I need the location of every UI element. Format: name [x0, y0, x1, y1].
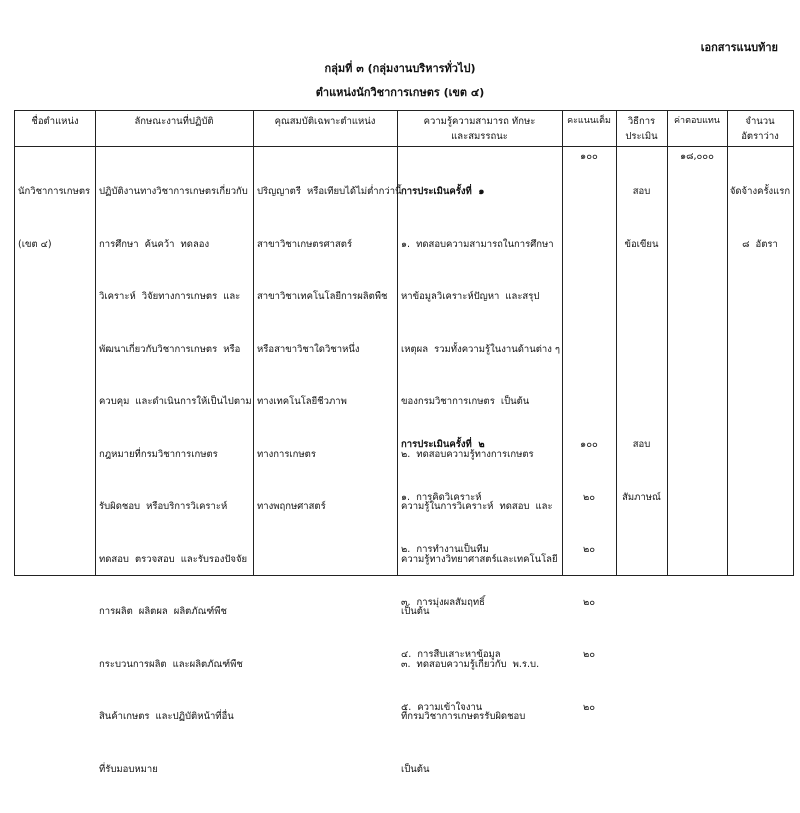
- header-method: [616, 114, 667, 144]
- group-title: กลุ่มที่ ๓ (กลุ่มงานบริหารทั่วไป): [324, 62, 476, 75]
- round2-item: ๓. การมุ่งผลสัมฤทธิ์: [401, 596, 485, 608]
- qualification-line: ทางเทคโนโลยีชีวภาพ: [257, 396, 347, 407]
- header-method-line2: ประเมิน: [625, 131, 658, 142]
- round2-item-score: ๒๐: [582, 491, 596, 503]
- header-divider: [15, 146, 793, 147]
- duties-line: การศึกษา ค้นคว้า ทดลอง: [99, 238, 210, 250]
- duties-line: ปฏิบัติงานทางวิชาการเกษตรเกี่ยวกับ: [99, 186, 248, 197]
- round1-line: ของกรมวิชาการเกษตร เป็นต้น: [401, 396, 530, 407]
- qualification-line: ทางพฤกษศาสตร์: [257, 501, 326, 512]
- document-title: [0, 62, 800, 100]
- round2-cell: [401, 401, 501, 751]
- round2-item: ๑. การคิดวิเคราะห์: [401, 491, 482, 503]
- header-position-label: ชื่อตำแหน่ง: [31, 116, 79, 127]
- duties-line: กระบวนการผลิต และผลิตภัณฑ์พืช: [99, 658, 243, 670]
- header-full-score-label: คะแนนเต็ม: [567, 116, 611, 126]
- round1-line: ๒. ทดสอบความรู้ทางการเกษตร: [401, 448, 534, 460]
- round1-count: [727, 148, 793, 288]
- duties-line: กฎหมายที่กรมวิชาการเกษตร: [99, 448, 218, 460]
- qualification-line: สาขาวิชาเทคโนโลยีการผลิตพืช: [257, 291, 388, 302]
- round2-score: ๑๐๐: [580, 439, 598, 450]
- round1-count-line2: ๘ อัตรา: [742, 238, 778, 250]
- qualification-line: ปริญญาตรี หรือเทียบได้ไม่ต่ำกว่านี้: [257, 186, 402, 197]
- column-divider: [667, 111, 668, 575]
- qualification-line: ทางการเกษตร: [257, 448, 316, 460]
- duties-cell: [99, 148, 252, 813]
- header-full-score: [562, 114, 616, 129]
- duties-line: วิเคราะห์ วิจัยทางการเกษตร และ: [99, 291, 241, 302]
- duties-line: รับผิดชอบ หรือบริการวิเคราะห์: [99, 501, 228, 512]
- round1-line: ๓. ทดสอบความรู้เกี่ยวกับ พ.ร.บ.: [401, 658, 540, 670]
- round1-line: ความรู้ทางวิทยาศาสตร์และเทคโนโลยี: [401, 553, 558, 565]
- round2-method-line1: สอบ: [632, 439, 651, 450]
- position-zone: (เขต ๔): [18, 238, 52, 250]
- duties-line: พัฒนาเกี่ยวกับวิชาการเกษตร หรือ: [99, 343, 241, 355]
- position-name: นักวิชาการเกษตร: [18, 186, 91, 197]
- column-divider: [95, 111, 96, 575]
- header-qualification-label: คุณสมบัติเฉพาะตำแหน่ง: [274, 116, 376, 127]
- header-knowledge: [397, 114, 562, 144]
- annex-label: เอกสารแนบท้าย: [700, 41, 778, 54]
- round1-line: เป็นต้น: [401, 763, 430, 775]
- round2-item-score: ๒๐: [582, 596, 596, 608]
- duties-line: ควบคุม และดำเนินการให้เป็นไปตาม: [99, 396, 252, 407]
- round1-method-line1: สอบ: [632, 186, 651, 197]
- round1-method-line2: ข้อเขียน: [624, 238, 659, 250]
- position-table: [14, 110, 794, 775]
- position-title: ตำแหน่งนักวิชาการเกษตร (เขต ๔): [315, 86, 485, 99]
- header-count-line1: จำนวน: [745, 116, 775, 127]
- round1-line: เหตุผล รวมทั้งความรู้ในงานด้านต่าง ๆ: [401, 343, 560, 355]
- column-divider: [253, 111, 254, 575]
- round2-item: ๒. การทำงานเป็นทีม: [401, 544, 489, 555]
- round2-score-column: [562, 401, 616, 751]
- round1-line: ที่กรมวิชาการเกษตรรับผิดชอบ: [401, 711, 526, 722]
- qualification-line: หรือสาขาวิชาใดวิชาหนึ่ง: [257, 343, 360, 355]
- header-salary-label: ค่าตอบแทน: [674, 116, 720, 126]
- round1-title: การประเมินครั้งที่ ๑: [401, 186, 485, 197]
- position-name-cell: [18, 148, 90, 288]
- duties-line: ทดสอบ ตรวจสอบ และรับรองปัจจัย: [99, 553, 248, 565]
- round1-score: ๑๐๐: [580, 151, 598, 162]
- qualification-line: สาขาวิชาเกษตรศาสตร์: [257, 238, 353, 250]
- round2-method-line2: สัมภาษณ์: [622, 491, 661, 503]
- round1-line: ๑. ทดสอบความสามารถในการศึกษา: [401, 238, 554, 250]
- round2-item-score: ๒๐: [582, 649, 596, 660]
- round2-item: ๔. การสืบเสาะหาข้อมูล: [401, 649, 501, 660]
- header-duties-label: ลักษณะงานที่ปฏิบัติ: [134, 116, 214, 127]
- round2-method: [616, 401, 667, 541]
- round1-method: [616, 148, 667, 288]
- duties-line: สินค้าเกษตร และปฏิบัติหน้าที่อื่น: [99, 711, 234, 722]
- duties-line: การผลิต ผลิตผล ผลิตภัณฑ์พืช: [99, 606, 227, 617]
- round1-salary: ๑๘,๐๐๐: [680, 151, 714, 162]
- header-position: [15, 114, 95, 129]
- qualification-cell: [257, 148, 402, 551]
- header-knowledge-line1: ความรู้ความสามารถ ทักษะ: [423, 116, 536, 127]
- round2-item: ๕. ความเข้าใจงาน: [401, 701, 483, 713]
- header-method-line1: วิธีการ: [627, 116, 656, 127]
- header-duties: [95, 114, 253, 129]
- header-count-line2: อัตราว่าง: [741, 131, 779, 142]
- header-qualification: [253, 114, 397, 129]
- round1-line: เป็นต้น: [401, 606, 430, 617]
- header-count: [727, 114, 793, 144]
- round1-line: ความรู้ในการวิเคราะห์ ทดสอบ และ: [401, 501, 553, 512]
- header-salary: [667, 114, 727, 129]
- round1-count-line1: จัดจ้างครั้งแรก: [729, 186, 791, 197]
- round2-title: การประเมินครั้งที่ ๒: [401, 439, 485, 450]
- header-knowledge-line2: และสมรรถนะ: [451, 131, 508, 142]
- duties-line: ที่รับมอบหมาย: [99, 763, 158, 775]
- round2-item-score: ๒๐: [582, 544, 596, 555]
- round2-item-score: ๒๐: [582, 701, 596, 713]
- round1-line: หาข้อมูลวิเคราะห์ปัญหา และสรุป: [401, 291, 540, 302]
